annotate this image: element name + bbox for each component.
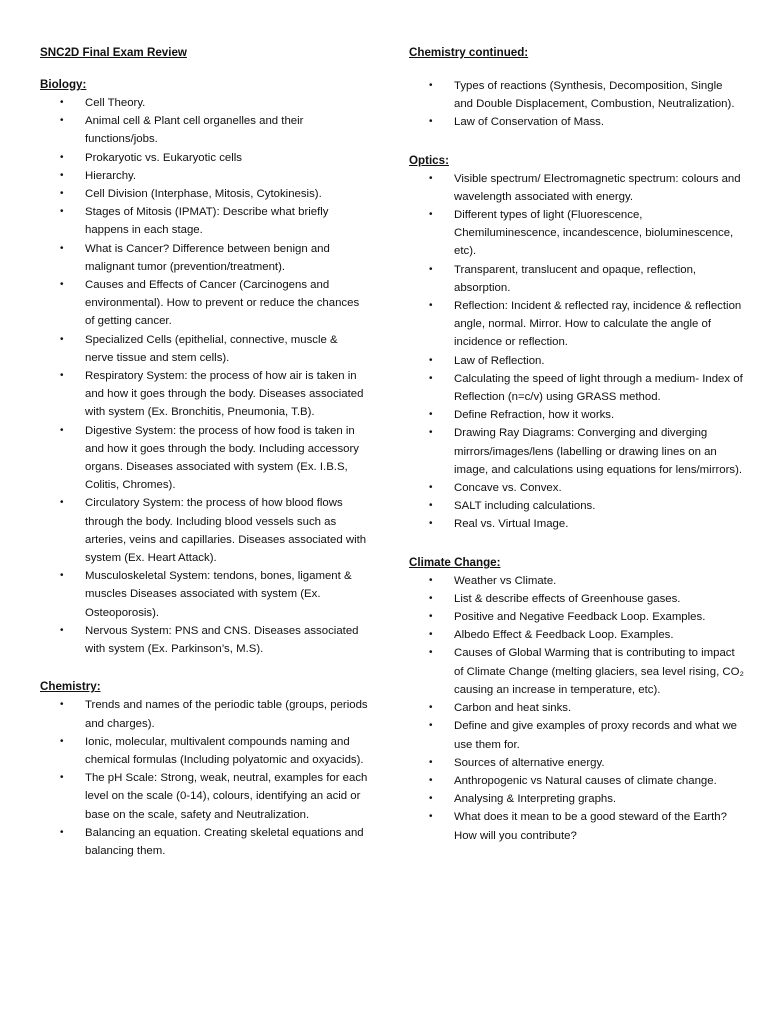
bullet-icon: • <box>60 206 64 218</box>
list-item-text: Hierarchy. <box>85 169 137 182</box>
list-item-text: Digestive System: the process of how food is taken in and how it goes through the body. Including accessory organs. Diseases associated with system (Ex. I.B.S, Colitis, Chromes). <box>85 424 359 492</box>
bullet-icon: • <box>60 624 64 636</box>
list-item <box>409 699 744 717</box>
list-item <box>409 206 744 261</box>
list-item <box>409 644 744 699</box>
bullet-icon: • <box>429 482 433 494</box>
list-item <box>409 717 744 753</box>
bullet-icon: • <box>429 80 433 91</box>
list-item <box>40 367 368 422</box>
list-item <box>409 808 744 844</box>
bullet-icon: • <box>60 370 64 382</box>
list-item-text: Law of Conservation of Mass. <box>454 116 605 129</box>
list-item-text: Transparent, translucent and opaque, reflection, absorption. <box>454 263 697 294</box>
list-item <box>40 94 368 112</box>
chemistry-list <box>40 696 370 860</box>
list-item-text: Analysing & Interpreting graphs. <box>454 793 617 806</box>
chemistry-continued-section <box>409 44 744 132</box>
list-item-text: Define and give examples of proxy records and what we use them for. <box>454 720 738 751</box>
chemistry-section <box>40 678 370 860</box>
list-item-text: Causes and Effects of Cancer (Carcinogens and environmental). How to prevent or reduce the chances of getting cancer. <box>85 279 360 328</box>
list-item-text: Different types of light (Fluorescence, Chemiluminescence, incandescence, bioluminescence, etc). <box>454 209 734 258</box>
biology-heading: Biology: <box>40 78 87 91</box>
bullet-icon: • <box>60 735 64 747</box>
list-item-text: Ionic, molecular, multivalent compounds naming and chemical formulas (Including polyatomic and oxyacids). <box>85 735 364 766</box>
list-item <box>40 422 368 495</box>
bullet-icon: • <box>60 424 64 436</box>
bullet-icon: • <box>429 702 433 714</box>
list-item-text: Calculating the speed of light through a medium- Index of Reflection (n=c/v) using GRASS method. <box>454 372 743 404</box>
list-item-text: What is Cancer? Difference between benign and malignant tumor (prevention/treatment). <box>85 242 330 273</box>
list-item-text: Weather vs Climate. <box>454 574 557 587</box>
list-item <box>409 626 744 644</box>
list-item-text: The pH Scale: Strong, weak, neutral, examples for each level on the scale (0-14), colours, identifying an acid or base on the scale, safety and Neutralization. <box>85 772 368 821</box>
bullet-icon: • <box>60 279 64 291</box>
chemistry-continued-heading: Chemistry continued: <box>409 46 529 59</box>
list-item-text: Anthropogenic vs Natural causes of climate change. <box>454 774 717 787</box>
left-column <box>40 44 370 860</box>
list-item <box>409 424 744 479</box>
list-item-text: Cell Division (Interphase, Mitosis, Cytokinesis). <box>85 188 322 201</box>
chemistry-heading: Chemistry: <box>40 680 101 694</box>
list-item <box>40 240 368 276</box>
list-item-text: Visible spectrum/ Electromagnetic spectrum: colours and wavelength associated with energy. <box>454 172 741 203</box>
list-item <box>409 261 744 297</box>
list-item-text: Animal cell & Plant cell organelles and their functions/jobs. <box>85 115 304 146</box>
list-item <box>40 331 368 367</box>
list-item-text: Types of reactions (Synthesis, Decomposition, Single and Double Displacement, Combustion, Neutralization). <box>454 80 735 111</box>
list-item <box>409 790 744 808</box>
list-item-text: Define Refraction, how it works. <box>454 409 615 422</box>
bullet-icon: • <box>60 497 64 509</box>
list-item-text: Cell Theory. <box>85 97 146 109</box>
list-item-text: Drawing Ray Diagrams: Converging and diverging mirrors/images/lens (labelling or drawing lines on an image, and calculations using equations for lens/mirrors). <box>454 427 743 476</box>
bullet-icon: • <box>429 756 433 768</box>
list-item <box>40 494 368 567</box>
list-item-text: Reflection: Incident & reflected ray, incidence & reflection angle, normal. Mirror. How to calculate the angle of incidence or reflection. <box>454 300 742 349</box>
list-item <box>40 824 368 860</box>
bullet-icon: • <box>429 172 433 184</box>
list-item <box>409 170 744 206</box>
bullet-icon: • <box>429 518 433 530</box>
climate-change-heading: Climate Change: <box>409 555 501 569</box>
list-item <box>409 370 744 406</box>
bullet-icon: • <box>60 169 64 181</box>
list-item-text: Real vs. Virtual Image. <box>454 518 569 531</box>
list-item <box>40 769 368 824</box>
optics-heading: Optics: <box>409 153 449 167</box>
list-item-text: Law of Reflection. <box>454 354 545 367</box>
list-item <box>40 733 368 769</box>
list-item <box>409 113 744 131</box>
list-item <box>40 185 368 203</box>
list-item-text: Specialized Cells (epithelial, connective, muscle & nerve tissue and stem cells). <box>85 333 338 364</box>
list-item <box>40 567 368 622</box>
list-item-text: Carbon and heat sinks. <box>454 702 572 715</box>
list-item-text: Positive and Negative Feedback Loop. Examples. <box>454 611 706 624</box>
bullet-icon: • <box>429 354 433 366</box>
bullet-icon: • <box>429 427 433 439</box>
biology-section <box>40 76 370 658</box>
list-item <box>409 352 744 370</box>
list-item <box>409 590 744 608</box>
chemistry-continued-list <box>409 77 744 132</box>
list-item <box>40 149 368 167</box>
list-item <box>409 77 744 113</box>
bullet-icon: • <box>60 151 64 163</box>
list-item-text: Prokaryotic vs. Eukaryotic cells <box>85 151 242 164</box>
list-item <box>409 406 744 424</box>
bullet-icon: • <box>429 647 433 659</box>
list-item-text: Concave vs. Convex. <box>454 482 562 495</box>
list-item-text: SALT including calculations. <box>454 500 596 513</box>
bullet-icon: • <box>429 811 433 823</box>
bullet-icon: • <box>429 592 433 604</box>
list-item-text: Respiratory System: the process of how air is taken in and how it goes through the body. Diseases associated with system (Ex. Bronchitis, Pneumonia, T.B). <box>85 370 364 419</box>
list-item <box>40 622 368 658</box>
list-item <box>409 772 744 790</box>
biology-list <box>40 94 370 658</box>
list-item-text: List & describe effects of Greenhouse gases. <box>454 592 681 605</box>
list-item-text: Albedo Effect & Feedback Loop. Examples. <box>454 629 674 642</box>
bullet-icon: • <box>429 372 433 384</box>
list-item-text: Nervous System: PNS and CNS. Diseases associated with system (Ex. Parkinson’s, M.S). <box>85 624 359 656</box>
climate-change-list <box>409 572 744 845</box>
list-item <box>40 203 368 239</box>
list-item <box>409 479 744 497</box>
bullet-icon: • <box>429 793 433 805</box>
bullet-icon: • <box>429 574 433 586</box>
bullet-icon: • <box>60 188 64 200</box>
climate-change-section <box>409 554 744 845</box>
optics-list <box>409 170 744 534</box>
bullet-icon: • <box>429 409 433 421</box>
list-item <box>40 167 368 185</box>
list-item <box>409 608 744 626</box>
list-item-text: What does it mean to be a good steward of the Earth? How will you contribute? <box>454 811 727 842</box>
list-item <box>40 696 368 732</box>
bullet-icon: • <box>60 242 64 254</box>
bullet-icon: • <box>429 629 433 641</box>
list-item-text: Stages of Mitosis (IPMAT): Describe what briefly happens in each stage. <box>85 206 329 237</box>
list-item <box>409 754 744 772</box>
bullet-icon: • <box>429 300 433 312</box>
right-column <box>409 44 744 845</box>
bullet-icon: • <box>429 116 433 128</box>
bullet-icon: • <box>429 774 433 786</box>
list-item <box>409 572 744 590</box>
document-title: SNC2D Final Exam Review <box>40 46 187 59</box>
bullet-icon: • <box>60 826 64 838</box>
bullet-icon: • <box>60 699 64 711</box>
optics-section <box>409 152 744 534</box>
bullet-icon: • <box>429 611 433 623</box>
bullet-icon: • <box>429 500 433 512</box>
list-item-text: Sources of alternative energy. <box>454 756 605 769</box>
bullet-icon: • <box>429 720 433 732</box>
bullet-icon: • <box>60 772 64 784</box>
list-item <box>40 112 368 148</box>
list-item <box>409 515 744 533</box>
list-item-text: Causes of Global Warming that is contributing to impact of Climate Change (melting glaciers, sea level rising, CO₂ causing an increase in temperature, etc). <box>454 647 744 696</box>
list-item-text: Balancing an equation. Creating skeletal equations and balancing them. <box>85 826 364 857</box>
list-item <box>409 497 744 515</box>
list-item-text: Trends and names of the periodic table (groups, periods and charges). <box>85 699 368 730</box>
list-item-text: Musculoskeletal System: tendons, bones, ligament & muscles Diseases associated with system (Ex. Osteoporosis). <box>85 570 352 619</box>
list-item <box>40 276 368 331</box>
bullet-icon: • <box>429 209 433 221</box>
bullet-icon: • <box>60 333 64 345</box>
bullet-icon: • <box>60 570 64 582</box>
bullet-icon: • <box>429 263 433 275</box>
list-item-text: Circulatory System: the process of how blood flows through the body. Including blood vessels such as arteries, veins and capillaries. Diseases associated with system (Ex. Heart Attack). <box>85 497 367 565</box>
bullet-icon: • <box>60 115 64 127</box>
list-item <box>409 297 744 352</box>
bullet-icon: • <box>60 97 64 108</box>
